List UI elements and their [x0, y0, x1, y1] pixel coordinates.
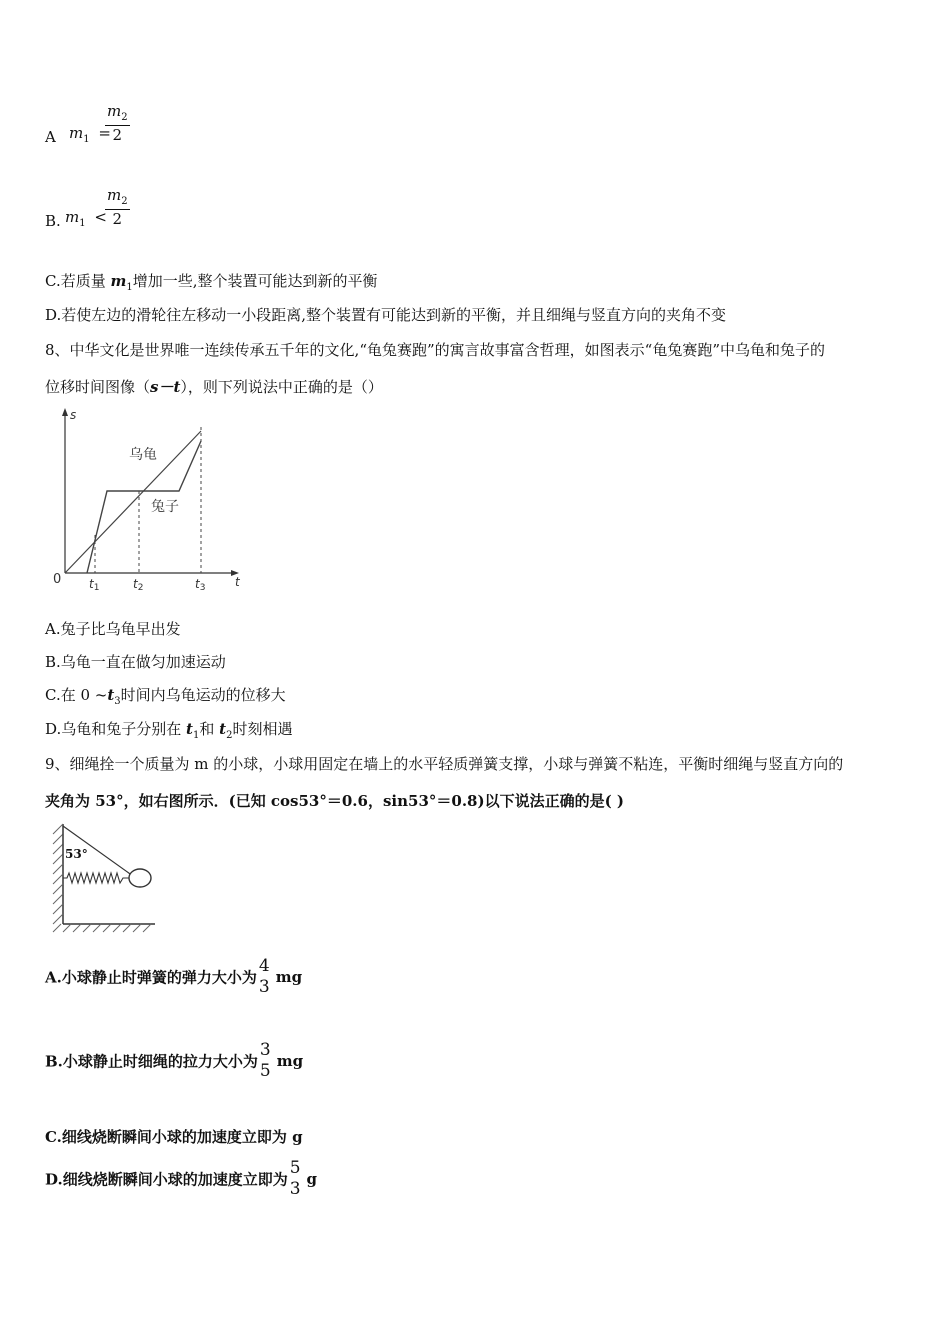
q9-option-a: A.小球静止时弹簧的弹力大小为 4 3 mg: [45, 956, 303, 997]
q8-option-d: D.乌龟和兔子分别在 $t_1$和 $t_2$时刻相遇: [45, 720, 293, 741]
q9-option-b: B.小球静止时细绳的拉力大小为 3 5 mg: [45, 1040, 304, 1081]
x-axis-label: t: [235, 575, 240, 589]
floor-hatch: [53, 924, 151, 932]
q9-option-d: D.细线烧断瞬间小球的加速度立即为 5 3 g: [45, 1158, 318, 1199]
option-b-label: B.: [45, 212, 61, 230]
tortoise-label: 乌龟: [129, 447, 157, 463]
st-graph: [45, 405, 255, 595]
spring: [63, 873, 129, 883]
q9-stem-line2: 夹角为 53°，如右图所示．(已知 cos53°＝0.6，sin53°＝0.8)以下说法正确的是( ): [45, 792, 625, 810]
y-axis-label: s: [70, 408, 77, 422]
t2-label: t2: [133, 577, 144, 593]
option-c-q7: C.若质量 $m_1$增加一些,整个装置可能达到新的平衡: [45, 272, 378, 293]
q9-option-c: C.细线烧断瞬间小球的加速度立即为 g: [45, 1128, 303, 1146]
y-axis-arrow: [62, 408, 68, 416]
q8-stem-line2: 位移时间图像（s－t），则下列说法中正确的是（）: [45, 378, 383, 396]
q8-option-c: C.在 0 $\sim t_3$时间内乌龟运动的位移大: [45, 686, 286, 707]
q8-option-a: A.兔子比乌龟早出发: [45, 620, 181, 638]
spring-diagram: [45, 820, 165, 935]
option-a-fraction: $\frac{m_2}{2}$: [107, 102, 128, 144]
option-b-fraction: $\frac{m_2}{2}$: [107, 186, 128, 228]
option-a-m1: $m_1$ =: [69, 124, 111, 145]
origin-label: 0: [53, 572, 62, 587]
wall-hatch: [53, 824, 63, 924]
rabbit-label: 兔子: [151, 499, 179, 515]
t1-label: t1: [89, 577, 100, 593]
option-a-label: A: [45, 128, 56, 146]
option-b-m1: $m_1$ <: [65, 208, 107, 229]
q9-stem-line1: 9、细绳拴一个质量为 m 的小球，小球用固定在墙上的水平轻质弹簧支撑，小球与弹簧不粘连，平衡时细绳与竖直方向的: [45, 755, 844, 773]
q8-option-b: B.乌龟一直在做匀加速运动: [45, 653, 226, 671]
angle-label: 53°: [65, 847, 88, 861]
option-d-q7: D.若使左边的滑轮往左移动一小段距离,整个装置有可能达到新的平衡，并且细绳与竖直方向的夹角不变: [45, 306, 727, 324]
t3-label: t3: [195, 577, 206, 593]
ball: [129, 869, 151, 887]
q8-stem-line1: 8、中华文化是世界唯一连续传承五千年的文化,“龟兔赛跑”的寓言故事富含哲理，如图表示“龟兔赛跑”中乌龟和兔子的: [45, 341, 825, 359]
